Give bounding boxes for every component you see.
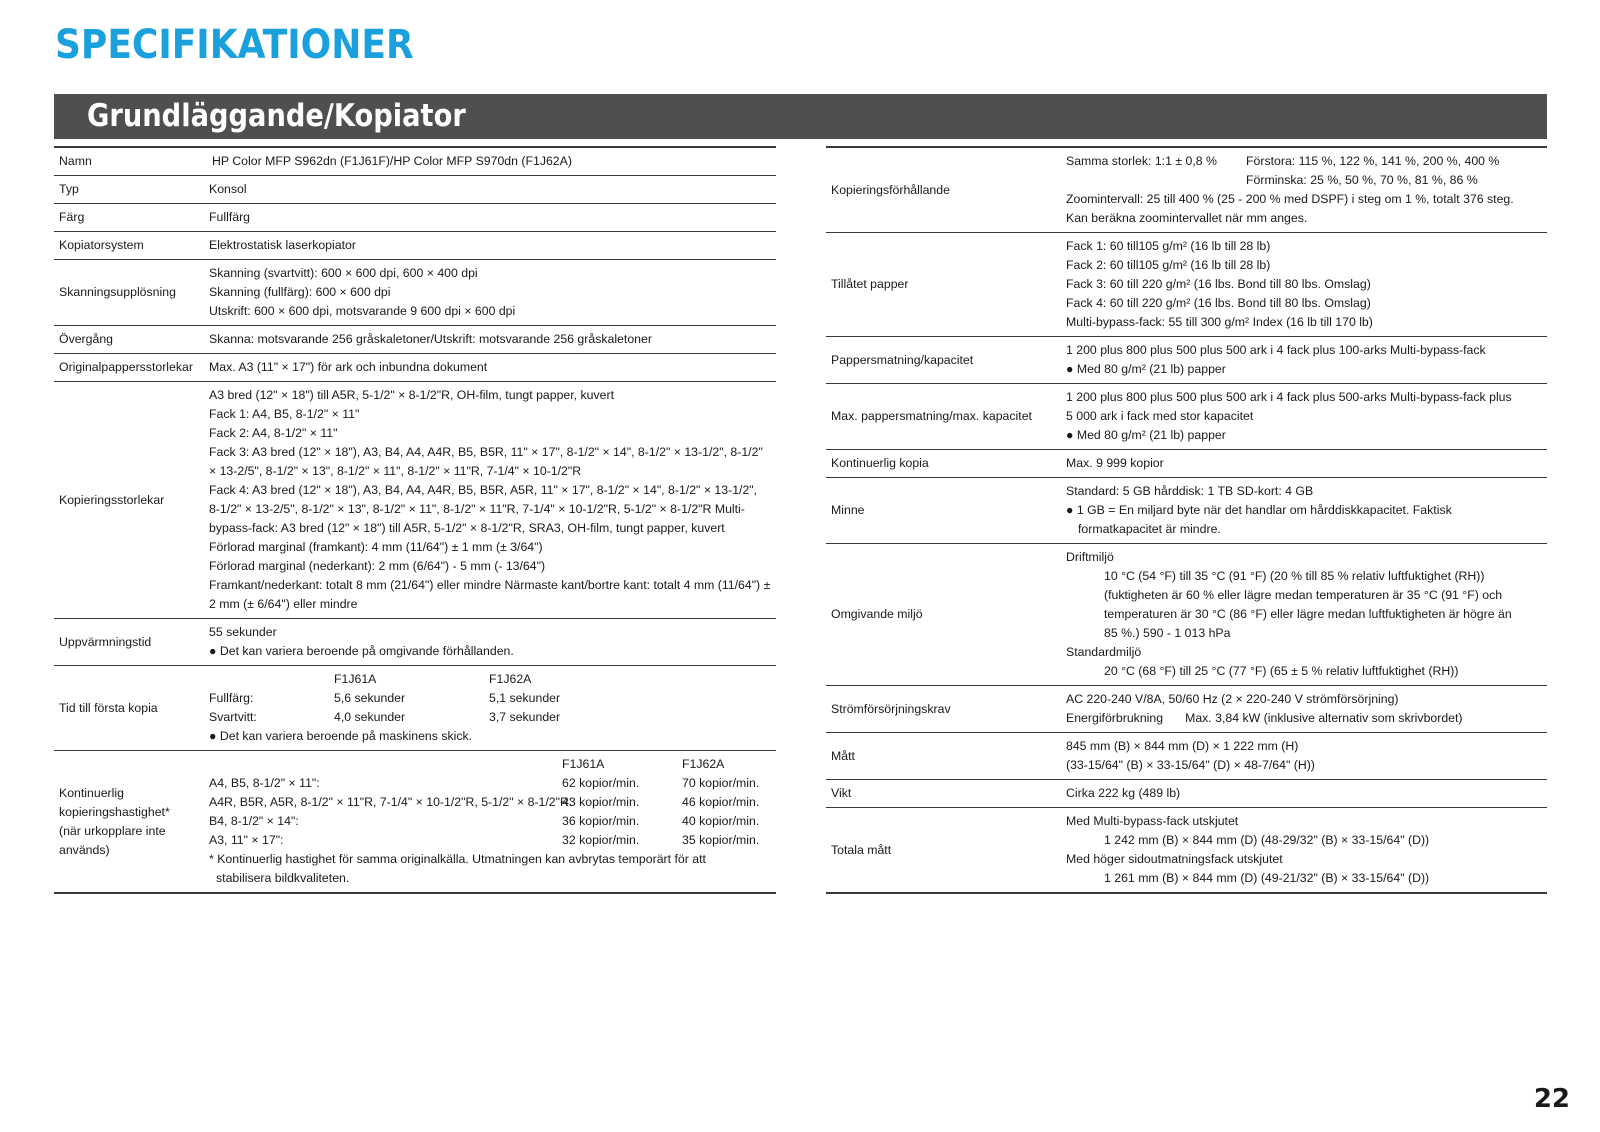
row-label: Vikt (831, 786, 852, 800)
row-label: Omgivande miljö (831, 607, 923, 621)
table-row (54, 666, 776, 751)
row-value: Elektrostatisk laserkopiator (209, 238, 356, 252)
row-label: Minne (831, 503, 865, 517)
table-row (826, 337, 1547, 384)
row-label: Mått (831, 748, 855, 763)
row-value: F1J61A F1J62A A4, B5, 8-1/2" × 11": 62 kopior/min. 70 kopior/min. A4R, B5R, A5R, 8-1/2" × 11"R, 7-1/4" × 10-1/2"R, 5-1/2" × 8-1/2"R: 43 kopior/min. 46 kopior/min. B4, 8-1/2" × 14": 36 kopior/min. 40 kopior/min. A3, 11" × 17": 32 kopior/min. 35 kopior/min. * Kontinuerlig hastighet för samma originalkälla. Utmatningen kan avbrytas temporärt för att stabilisera bildkvaliteten. (204, 751, 776, 894)
table-row (54, 619, 776, 666)
row-value: Driftmiljö 10 °C (54 °F) till 35 °C (91 °F) (20 % till 85 % relativ luftfuktighet (RH)) (fuktigheten är 60 % eller lägre medan temperaturen är 35 °C (91 °F) och temperaturen är 30 °C (86 °F) eller lägre medan luftfuktigheten är högre än 85 %.) 590 - 1 013 hPa Standardmiljö 20 °C (68 °F) till 25 °C (77 °F) (65 ± 5 % relativ luftfuktighet (RH)) (1066, 550, 1512, 678)
row-value: Fullfärg (209, 210, 251, 224)
row-label: Tillåtet papper (831, 277, 909, 291)
page-number: 22 (1533, 1084, 1570, 1114)
speed-grid: F1J61A F1J62A A4, B5, 8-1/2" × 11": 62 kopior/min. 70 kopior/min. A4R, B5R, A5R, 8-1/2" × 11"R, 7-1/4" × 10-1/2"R, 5-1/2" × 8-1/2"R: 43 kopior/min. 46 kopior/min. B4, 8-1/2" × 14": 36 kopior/min. 40 kopior/min. A3, 11" × 17": 32 kopior/min. 35 kopior/min. (209, 757, 760, 847)
row-value: F1J61A F1J62A Fullfärg: 5,6 sekunder 5,1 sekunder Svartvitt: 4,0 sekunder 3,7 sekunder ● Det kan variera beroende på maskinens skick. (204, 666, 776, 751)
table-row (826, 450, 1547, 478)
row-label: Uppvärmningstid (59, 634, 152, 649)
row-label: Strömförsörjningskrav (831, 701, 951, 716)
table-row (826, 384, 1547, 450)
row-label: Pappersmatning/kapacitet (831, 352, 974, 367)
row-value: Standard: 5 GB hårddisk: 1 TB SD-kort: 4 GB ● 1 GB = En miljard byte när det handlar om hårddiskkapacitet. Faktisk formatkapacitet är mindre. (1066, 484, 1452, 536)
table-row (826, 808, 1547, 894)
row-value: A3 bred (12" × 18") till A5R, 5-1/2" × 8-1/2"R, OH-film, tungt papper, kuvert Fack 1: A4, B5, 8-1/2" × 11" Fack 2: A4, 8-1/2" × 11" Fack 3: A3 bred (12" × 18"), A3, B4, A4, A4R, B5, B5R, 11" × 17", 8-1/2" × 14", 8-1/2" × 13-1/2", 8-1/2" × 13-2/5", 8-1/2" × 13", 8-1/2" × 11", 8-1/2" × 11"R, 7-1/4" × 10-1/2"R Fack 4: A3 bred (12" × 18"), A3, B4, A4, A4R, B5, B5R, A5R, 11" × 17", 8-1/2" × 14", 8-1/2" × 13-1/2", 8-1/2" × 13-2/5", 8-1/2" × 13", 8-1/2" × 11", 8-1/2" × 11"R, 7-1/4" × 10-1/2"R, 5-1/2" × 8-1/2"R Multi-bypass-fack: A3 bred (12" × 18") till A5R, 5-1/2" × 8-1/2"R, SRA3, OH-film, tungt papper, kuvert Förlorad marginal (framkant): 4 mm (11/64") ± 1 mm (± 3/64") Förlorad marginal (nederkant): 2 mm (6/64") - 5 mm (- 13/64") Framkant/nederkant: totalt 8 mm (21/64") eller mindre Närmaste kant/bortre kant: totalt 4 mm (11/64") ± 2 mm (± 6/64") eller mindre (209, 388, 771, 611)
row-value: Cirka 222 kg (489 lb) (1066, 786, 1181, 800)
row-label: Kopiatorsystem (59, 238, 144, 252)
table-row (826, 147, 1547, 233)
table-row (826, 780, 1547, 808)
row-label: Kopieringsförhållande (831, 182, 950, 197)
row-value: Fack 1: 60 till105 g/m² (16 lb till 28 lb) Fack 2: 60 till105 g/m² (16 lb till 28 lb) Fack 3: 60 till 220 g/m² (16 lbs. Bond till 80 lbs. Omslag) Fack 4: 60 till 220 g/m² (16 lbs. Bond till 80 lbs. Omslag) Multi-bypass-fack: 55 till 300 g/m² Index (16 lb till 170 lb) (1066, 239, 1373, 329)
table-row (54, 326, 776, 354)
row-value: Samma storlek: 1:1 ± 0,8 % Förstora: 115 %, 122 %, 141 %, 200 %, 400 % Förminska: 25 %, 50 %, 70 %, 81 %, 86 % Zoomintervall: 25 till 400 % (25 - 200 % med DSPF) i steg om 1 %, totalt 376 steg. Kan beräkna zoomintervallet när mm anges. (1066, 154, 1514, 225)
table-row (826, 686, 1547, 733)
row-value: AC 220-240 V/8A, 50/60 Hz (2 × 220-240 V strömförsörjning) Energiförbrukning Max. 3,84 kW (inklusive alternativ som skrivbordet) (1066, 692, 1463, 725)
row-value: 1 200 plus 800 plus 500 plus 500 ark i 4 fack plus 100-arks Multi-bypass-fack ● Med 80 g/m² (21 lb) papper (1066, 343, 1486, 376)
row-value: 845 mm (B) × 844 mm (D) × 1 222 mm (H) (33-15/64" (B) × 33-15/64" (D) × 48-7/64" (H)) (1066, 739, 1315, 772)
table-row (826, 733, 1547, 780)
page-title: SPECIFIKATIONER (55, 22, 414, 68)
row-value: HP Color MFP S962dn (F1J61F)/HP Color MFP S970dn (F1J62A) (212, 154, 572, 168)
spec-table-right (826, 146, 1547, 894)
row-label: Typ (59, 182, 79, 196)
row-value: Skanna: motsvarande 256 gråskaletoner/Utskrift: motsvarande 256 gråskaletoner (209, 332, 652, 346)
row-label: Totala mått (831, 842, 892, 857)
row-label: Övergång (59, 332, 114, 346)
table-row (54, 232, 776, 260)
row-label: Namn (59, 154, 92, 168)
row-value: Max. 9 999 kopior (1066, 456, 1164, 470)
row-label: Originalpappersstorlekar (59, 360, 193, 374)
table-row (54, 147, 776, 176)
row-label: Kontinuerlig kopieringshastighet* (när urkopplare inte används) (59, 785, 170, 857)
section-title: Grundläggande/Kopiator (87, 98, 466, 134)
table-row (54, 382, 776, 619)
row-label: Kontinuerlig kopia (831, 456, 929, 470)
spec-table-left (54, 146, 776, 894)
table-row (54, 751, 776, 894)
row-label: Max. pappersmatning/max. kapacitet (831, 409, 1032, 423)
row-value: 55 sekunder ● Det kan variera beroende på omgivande förhållanden. (209, 625, 514, 658)
row-value: Skanning (svartvitt): 600 × 600 dpi, 600 × 400 dpi Skanning (fullfärg): 600 × 600 dpi Utskrift: 600 × 600 dpi, motsvarande 9 600 dpi × 600 dpi (209, 266, 516, 318)
section-header (54, 94, 1547, 139)
table-row (826, 544, 1547, 686)
row-value: Med Multi-bypass-fack utskjutet 1 242 mm (B) × 844 mm (D) (48-29/32" (B) × 33-15/64" (D)) Med höger sidoutmatningsfack utskjutet 1 261 mm (B) × 844 mm (D) (49-21/32" (B) × 33-15/64" (D)) (1066, 814, 1430, 885)
row-label: Färg (59, 210, 85, 224)
table-row (54, 354, 776, 382)
table-row (54, 176, 776, 204)
row-value: 1 200 plus 800 plus 500 plus 500 ark i 4 fack plus 500-arks Multi-bypass-fack plus 5 000 ark i fack med stor kapacitet ● Med 80 g/m² (21 lb) papper (1066, 390, 1512, 442)
row-label: Tid till första kopia (59, 700, 158, 715)
row-value: Konsol (209, 182, 247, 196)
table-row (54, 260, 776, 326)
first-copy-grid: F1J61A F1J62A Fullfärg: 5,6 sekunder 5,1 sekunder Svartvitt: 4,0 sekunder 3,7 sekunder (209, 672, 561, 724)
row-value: Max. A3 (11" × 17") för ark och inbundna dokument (209, 360, 488, 374)
row-label: Kopieringsstorlekar (59, 492, 165, 507)
row-label: Skanningsupplösning (59, 285, 176, 299)
table-row (826, 233, 1547, 337)
table-row (826, 478, 1547, 544)
table-row (54, 204, 776, 232)
